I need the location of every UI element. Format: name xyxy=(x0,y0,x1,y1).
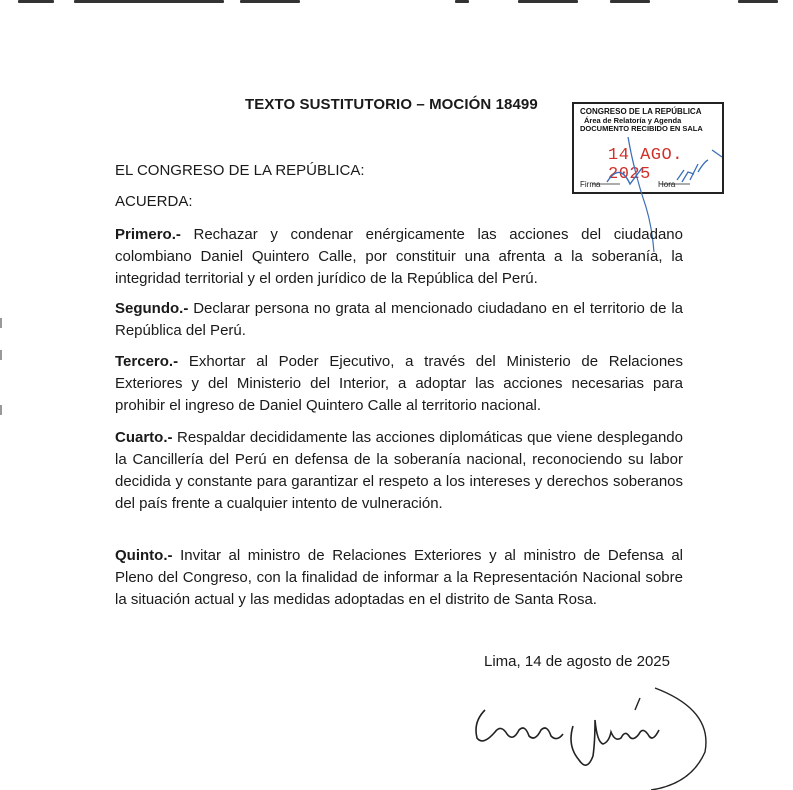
scan-edge-mark xyxy=(0,405,2,415)
clause-label: Primero.- xyxy=(115,226,181,243)
clause-quinto xyxy=(115,545,683,611)
document-title: TEXTO SUSTITUTORIO – MOCIÓN 18499 xyxy=(245,96,538,113)
stamp-hora-label: Hora xyxy=(658,180,676,189)
clause-segundo xyxy=(115,298,683,342)
place-date: Lima, 14 de agosto de 2025 xyxy=(484,653,670,670)
stamp-firma-label: Firma xyxy=(580,180,601,189)
clause-primero xyxy=(115,224,683,290)
handwritten-signature xyxy=(455,680,715,790)
clause-text: Exhortar al Poder Ejecutivo, a través del Ministerio de Relaciones Exteriores y del Ministerio del Interior, a adoptar las acciones necesarias para prohibir el ingreso de Daniel Quintero Calle al territorio nacional. xyxy=(115,353,684,414)
clause-label: Segundo.- xyxy=(115,300,189,317)
clause-label: Cuarto.- xyxy=(115,429,173,446)
clause-label: Tercero.- xyxy=(115,353,179,370)
scan-top-marks xyxy=(0,0,793,6)
clause-label: Quinto.- xyxy=(115,547,173,564)
clause-text: Rechazar y condenar enérgicamente las acciones del ciudadano colombiano Daniel Quintero Calle, por constituir una afrenta a la soberanía, la integridad territorial y el orden jurídico de la República del Perú. xyxy=(115,226,683,287)
salutation: EL CONGRESO DE LA REPÚBLICA: xyxy=(115,162,365,179)
stamp-date: 14 AGO. 2025 xyxy=(608,146,683,184)
scan-edge-mark xyxy=(0,318,2,328)
resolves-heading: ACUERDA: xyxy=(115,193,193,210)
clause-text: Declarar persona no grata al mencionado ciudadano en el territorio de la República del Perú. xyxy=(115,300,684,339)
clause-text: Respaldar decididamente las acciones diplomáticas que viene desplegando la Cancillería del Perú en defensa de la soberanía nacional, reconociendo su labor decidida y constante para garantizar el respeto a los intereses y derechos soberanos del país frente a cualquier intento de vulneración. xyxy=(115,429,683,512)
scan-edge-mark xyxy=(0,350,2,360)
stamp-institution: CONGRESO DE LA REPÚBLICA xyxy=(580,107,702,116)
clause-tercero xyxy=(115,351,683,417)
stamp-received: DOCUMENTO RECIBIDO EN SALA xyxy=(580,124,703,133)
stamp-area: Área de Relatoría y Agenda xyxy=(584,116,682,125)
clause-cuarto xyxy=(115,427,683,515)
clause-text: Invitar al ministro de Relaciones Exteriores y al ministro de Defensa al Pleno del Congreso, con la finalidad de informar a la Representación Nacional sobre la situación actual y las medidas adoptadas en el distrito de Santa Rosa. xyxy=(115,547,684,608)
